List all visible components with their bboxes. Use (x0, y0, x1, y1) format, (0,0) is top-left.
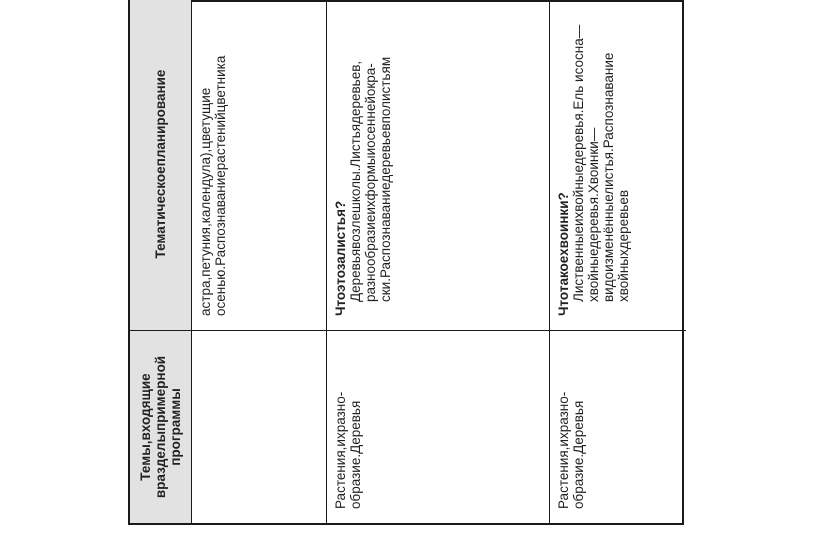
row-2-planning-title: Чтоэтозалистья? (333, 200, 348, 316)
row-3-planning-body: Лиственныеихвойныедеревья.Ель исосна—хвойныедеревья.Хвоинки— видоизменённыелистья.Распознавание хвойныхдеревьев (571, 24, 631, 302)
row-1-planning (192, 0, 327, 330)
row-2-planning-body: Деревьявозлешколы.Листьядеревьев, разнообразиеихформыиосеннейокра- ски.Распознаваниедеревьевполистьям (348, 56, 393, 302)
row-2-topic: Растения,ихразно- образие.Деревья (327, 330, 550, 523)
row-2-planning (327, 0, 550, 330)
thematic-planning-table (128, 0, 684, 525)
header-planning: Тематическоепланирование (130, 0, 192, 330)
row-1-topic (192, 330, 327, 523)
row-3-topic: Растения,ихразно- образие.Деревья (550, 330, 686, 523)
row-3-planning-title: Чтотакоехвоинки? (556, 192, 571, 316)
row-1-planning-body: астра,петуния,календула),цветущие осенью.Распознаваниерастенийцветника (198, 55, 228, 316)
row-3-planning (550, 0, 686, 330)
header-topics: Темы,входящие вразделыпримерной программы (130, 330, 192, 523)
